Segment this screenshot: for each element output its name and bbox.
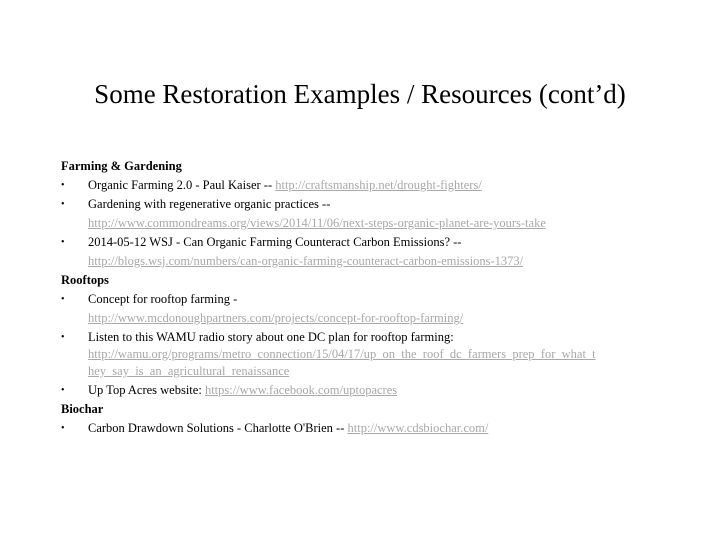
list-item — [61, 328, 661, 381]
item-text: Up Top Acres website: — [88, 383, 205, 397]
bullet-icon: • — [61, 332, 65, 343]
bullet-icon: • — [61, 237, 65, 248]
list-item — [61, 381, 661, 400]
bullet-icon: • — [61, 199, 65, 210]
list-item — [61, 419, 661, 438]
section-heading-farming: Farming & Gardening — [61, 159, 182, 173]
section-heading-rooftops: Rooftops — [61, 273, 109, 287]
item-text: Listen to this WAMU radio story about one DC plan for rooftop farming: — [88, 330, 454, 344]
slide-content — [61, 157, 661, 438]
link-commondreams[interactable]: http://www.commondreams.org/views/2014/11/06/next-steps-organic-planet-are-yours-take — [88, 216, 546, 230]
link-mcdonough[interactable]: http://www.mcdonoughpartners.com/projects/concept-for-rooftop-farming/ — [88, 311, 464, 325]
section-heading-biochar: Biochar — [61, 402, 104, 416]
item-text: 2014-05-12 WSJ - Can Organic Farming Counteract Carbon Emissions? -- — [88, 235, 462, 249]
item-text: Concept for rooftop farming - — [88, 292, 238, 306]
item-text: Carbon Drawdown Solutions - Charlotte O'Brien -- — [88, 421, 348, 435]
item-text: Organic Farming 2.0 - Paul Kaiser -- — [88, 178, 276, 192]
list-item — [61, 176, 661, 195]
link-cdsbiochar[interactable]: http://www.cdsbiochar.com/ — [347, 421, 489, 435]
item-text: Gardening with regenerative organic practices -- — [88, 197, 331, 211]
bullet-icon: • — [61, 180, 65, 191]
bullet-icon: • — [61, 423, 65, 434]
bullet-icon: • — [61, 385, 65, 396]
link-wamu[interactable]: http://wamu.org/programs/metro_connection/15/04/17/up_on_the_roof_dc_farmers_prep_for_what_t — [88, 347, 596, 361]
link-wamu-continued[interactable]: hey_say_is_an_agricultural_renaissance — [88, 364, 290, 378]
list-item — [61, 290, 661, 328]
link-drought-fighters[interactable]: http://craftsmanship.net/drought-fighters/ — [275, 178, 482, 192]
link-wsj-blog[interactable]: http://blogs.wsj.com/numbers/can-organic-farming-counteract-carbon-emissions-1373/ — [88, 254, 524, 268]
list-item — [61, 195, 661, 233]
bullet-icon: • — [61, 294, 65, 305]
link-uptopacres[interactable]: https://www.facebook.com/uptopacres — [204, 383, 398, 397]
list-item — [61, 233, 661, 271]
slide-title: Some Restoration Examples / Resources (cont’d) — [94, 79, 626, 109]
